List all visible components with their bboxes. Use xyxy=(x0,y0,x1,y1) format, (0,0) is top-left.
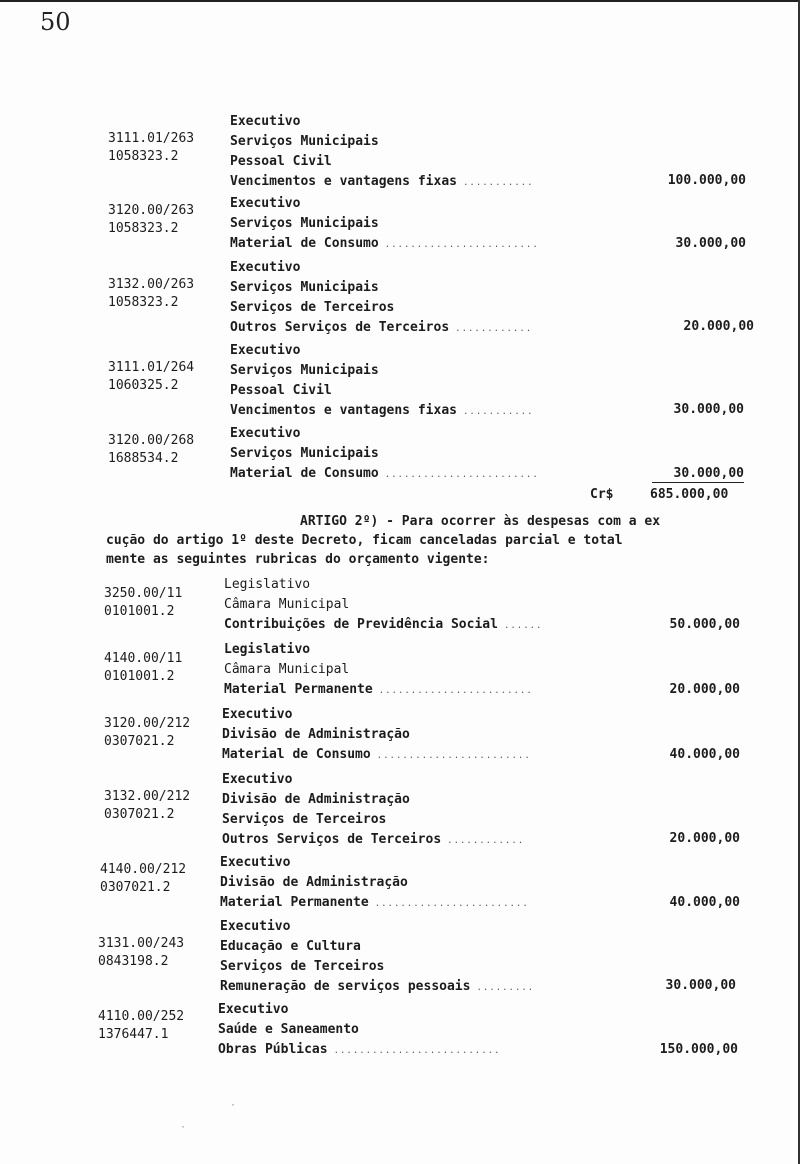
leader-dots: ........... xyxy=(462,407,534,417)
entry-line: Serviços de Terceiros xyxy=(230,300,395,315)
entry-line: Vencimentos e vantagens fixas xyxy=(230,403,457,418)
budget-subcode: 1060325.2 xyxy=(108,378,179,393)
entry-line: Serviços de Terceiros xyxy=(222,812,387,827)
budget-subcode: 0307021.2 xyxy=(104,734,175,749)
entry-line: Divisão de Administração xyxy=(222,727,410,742)
amount: 30.000,00 xyxy=(665,978,736,993)
page-number: 50 xyxy=(40,8,71,36)
entry-line: Executivo xyxy=(220,855,291,870)
leader-dots: ............ xyxy=(455,324,533,334)
entry-line: Serviços Municipais xyxy=(230,446,379,461)
budget-code: 4110.00/252 xyxy=(98,1009,185,1024)
article-paragraph xyxy=(106,512,746,569)
leader-dots: ........................ xyxy=(376,751,531,761)
entry-line: Pessoal Civil xyxy=(230,383,332,398)
entry-line: Serviços Municipais xyxy=(230,280,379,295)
budget-code: 4140.00/11 xyxy=(104,651,183,666)
budget-code: 4140.00/212 xyxy=(100,862,187,877)
budget-subcode: 1058323.2 xyxy=(108,295,179,310)
entry-line: Outros Serviços de Terceiros xyxy=(230,320,450,335)
entry-line: Educação e Cultura xyxy=(220,939,361,954)
entry-line: Legislativo xyxy=(224,577,311,592)
total-currency: Cr$ xyxy=(590,487,614,502)
entry-line: Material Permanente xyxy=(220,895,369,910)
entry-line: Executivo xyxy=(230,260,301,275)
entry-line: Legislativo xyxy=(224,642,311,657)
budget-subcode: 1058323.2 xyxy=(108,149,179,164)
amount: 30.000,00 xyxy=(675,236,746,251)
entry-line: Remuneração de serviços pessoais xyxy=(220,979,471,994)
amount: 40.000,00 xyxy=(669,895,740,910)
leader-dots: ......... xyxy=(476,983,535,993)
entry-line: Vencimentos e vantagens fixas xyxy=(230,174,457,189)
budget-code: 3132.00/212 xyxy=(104,789,191,804)
paragraph-line: mente as seguintes rubricas do orçamento vigente: xyxy=(106,552,490,567)
leader-dots: ........................ xyxy=(384,470,539,480)
entry-line: Executivo xyxy=(220,919,291,934)
entry-line: Executivo xyxy=(230,343,301,358)
amount: 50.000,00 xyxy=(669,617,740,632)
entry-line: Contribuições de Previdência Social xyxy=(224,617,498,632)
leader-dots: ........................ xyxy=(374,899,529,909)
budget-code: 3120.00/212 xyxy=(104,716,191,731)
entry-line: Divisão de Administração xyxy=(220,875,408,890)
leader-dots: ............ xyxy=(447,836,525,846)
budget-code: 3120.00/263 xyxy=(108,203,195,218)
paragraph-line: cução do artigo 1º deste Decreto, ficam canceladas parcial e total xyxy=(106,533,623,548)
budget-subcode: 0101001.2 xyxy=(104,669,175,684)
entry-line: Saúde e Saneamento xyxy=(218,1022,359,1037)
budget-code: 3120.00/268 xyxy=(108,433,195,448)
budget-code: 3132.00/263 xyxy=(108,277,195,292)
entry-line: Material de Consumo xyxy=(230,466,379,481)
leader-dots: ........................ xyxy=(378,686,533,696)
budget-code: 3250.00/11 xyxy=(104,586,183,601)
budget-subcode: 1058323.2 xyxy=(108,221,179,236)
entry-line: Pessoal Civil xyxy=(230,154,332,169)
budget-code: 3111.01/264 xyxy=(108,360,195,375)
amount: 20.000,00 xyxy=(683,319,754,334)
entry-line: Executivo xyxy=(222,772,293,787)
entry-line: Executivo xyxy=(218,1002,289,1017)
leader-dots: ........... xyxy=(462,178,534,188)
sum-underline xyxy=(652,482,744,483)
entry-line: Serviços Municipais xyxy=(230,216,379,231)
budget-subcode: 1688534.2 xyxy=(108,451,179,466)
entry-line: Câmara Municipal xyxy=(224,597,350,612)
entry-line: Outros Serviços de Terceiros xyxy=(222,832,442,847)
entry-line: Material de Consumo xyxy=(230,236,379,251)
budget-code: 3111.01/263 xyxy=(108,131,195,146)
entry-line: Serviços Municipais xyxy=(230,134,379,149)
budget-subcode: 0843198.2 xyxy=(98,954,169,969)
scan-speck: · xyxy=(230,1100,237,1111)
amount: 30.000,00 xyxy=(673,402,744,417)
top-border xyxy=(0,0,800,2)
entry-line: Divisão de Administração xyxy=(222,792,410,807)
entry-line: Serviços Municipais xyxy=(230,363,379,378)
scan-speck: · xyxy=(180,1122,187,1133)
entry-line: Executivo xyxy=(230,196,301,211)
budget-subcode: 0307021.2 xyxy=(100,880,171,895)
leader-dots: .......................... xyxy=(333,1046,501,1056)
amount: 150.000,00 xyxy=(659,1042,738,1057)
entry-line: Executivo xyxy=(230,114,301,129)
budget-subcode: 0307021.2 xyxy=(104,807,175,822)
entry-line: Executivo xyxy=(222,707,293,722)
amount: 20.000,00 xyxy=(669,831,740,846)
budget-subcode: 0101001.2 xyxy=(104,604,175,619)
amount: 30.000,00 xyxy=(673,466,744,481)
entry-line: Material de Consumo xyxy=(222,747,371,762)
entry-line: Material Permanente xyxy=(224,682,373,697)
amount: 40.000,00 xyxy=(669,747,740,762)
budget-subcode: 1376447.1 xyxy=(98,1027,169,1042)
entry-line: Obras Públicas xyxy=(218,1042,328,1057)
budget-code: 3131.00/243 xyxy=(98,936,185,951)
leader-dots: ...... xyxy=(503,621,543,631)
entry-line: Executivo xyxy=(230,426,301,441)
leader-dots: ........................ xyxy=(384,240,539,250)
entry-line: Serviços de Terceiros xyxy=(220,959,385,974)
total-amount: 685.000,00 xyxy=(650,487,729,502)
entry-line: Câmara Municipal xyxy=(224,662,350,677)
amount: 20.000,00 xyxy=(669,682,740,697)
paragraph-line: ARTIGO 2º) - Para ocorrer às despesas com a ex xyxy=(300,514,661,529)
amount: 100.000,00 xyxy=(667,173,746,188)
